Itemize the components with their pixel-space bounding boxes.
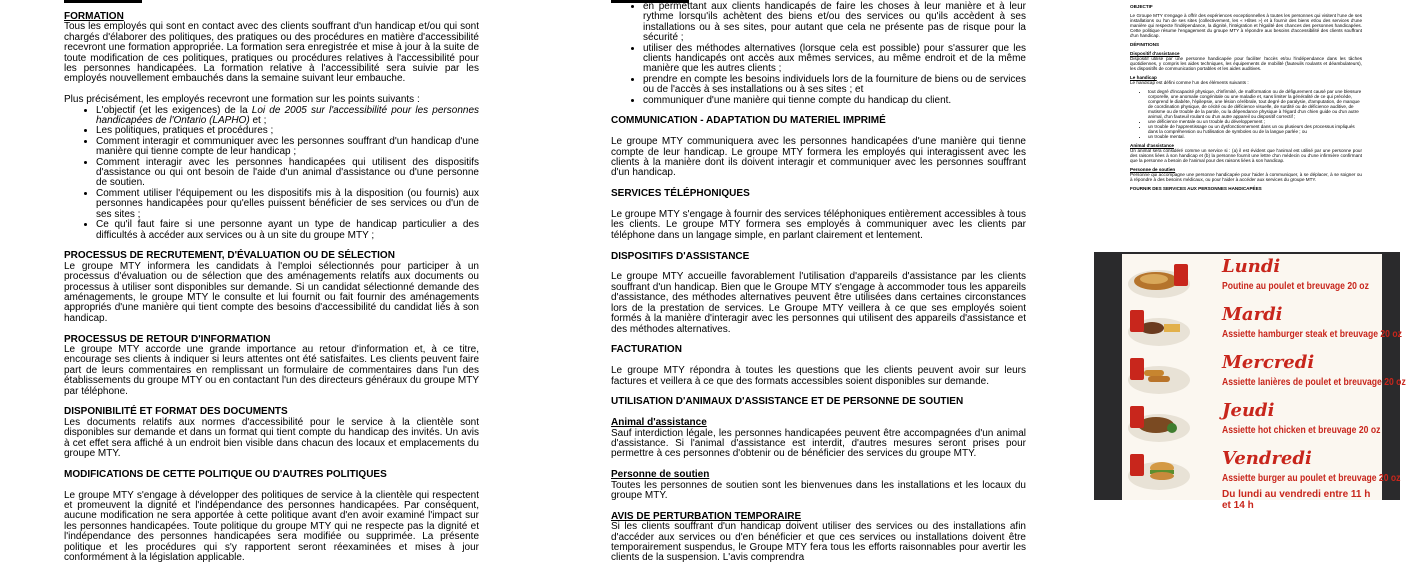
menu-day-monday: [1122, 254, 1382, 308]
training-points-list: [64, 106, 479, 241]
section-title-dispositifs: DISPOSITIFS D'ASSISTANCE: [611, 250, 750, 262]
thumb-title-definitions: DÉFINITIONS: [1130, 42, 1160, 47]
menu-day-thursday: [1122, 398, 1382, 452]
day-description: Assiette hot chicken et breuvage 20 oz: [1222, 424, 1381, 436]
day-name: Lundi: [1222, 256, 1281, 277]
menu-board: [1122, 254, 1406, 511]
list-item: • Comment interagir et communiquer avec les personnes souffrant d'un handicap d'une manière qui tienne compte de leur handicap ;: [96, 137, 479, 158]
chicken-burger-plate-icon: [1126, 452, 1192, 492]
list-item: • Ce qu'il faut faire si une personne ayant un type de handicap particulier a des difficultés à accéder aux services ou à un site du groupe MTY ;: [96, 220, 479, 241]
section-title-avis: AVIS DE PERTURBATION TEMPORAIRE: [611, 510, 802, 522]
section-title-recrutement: PROCESSUS DE RECRUTEMENT, D'ÉVALUATION OU DE SÉLECTION: [64, 250, 395, 262]
document-page-middle: [611, 0, 1026, 564]
day-name: Jeudi: [1222, 400, 1275, 421]
services-bullets: [611, 2, 1026, 106]
day-description: Poutine au poulet et breuvage 20 oz: [1222, 280, 1369, 292]
day-name: Mercredi: [1222, 352, 1315, 373]
thumb-handicap-paragraph: Le handicap est défini comme l'un des éléments suivants :: [1130, 80, 1249, 85]
thumb-title-objectif: OBJECTIF: [1130, 4, 1153, 9]
list-item: • prendre en compte les besoins individuels lors de la fourniture de biens ou de services ou de l'accès à ses installations ou à ses sites ; et: [643, 75, 1026, 96]
day-name: Vendredi: [1222, 448, 1312, 469]
list-item: • un trouble mental.: [1148, 134, 1362, 139]
thumb-animal-paragraph: Un animal sera considéré comme un service si : (a) il est évident que l'animal est utilisé par une personne pour des raisons liées à son handicap et (b) la personne fournit une lettre d'un médecin ou d'une infirmière confirmant que la personne a besoin de l'animal pour des raisons liées à son handicap.: [1130, 148, 1362, 163]
section-title-communication: COMMUNICATION - ADAPTATION DU MATERIEL IMPRIMÉ: [611, 115, 886, 127]
menu-hours: Du lundi au vendredi entre 11 h et 14 h: [1222, 489, 1371, 511]
day-description: Assiette burger au poulet et breuvage 20 oz: [1222, 472, 1401, 484]
list-item: • tout degré d'incapacité physique, d'infirmité, de malformation ou de défigurement causé par une blessure corporelle, une anomalie congénitale ou une maladie et, sans limiter la généralité de ce qui précède, comprend le diabète, l'épilepsie, une lésion cérébrale, tout degré de paralysie, d'amputation, de manque de coordination physique, de cécité ou de déficience visuelle, de surdité ou de déficience auditive, de mutisme ou de trouble de la parole, ou la dépendance physique à l'égard d'un chien guide ou d'un autre animal, d'un fauteuil roulant ou d'un autre appareil ou dispositif correctif ;: [1148, 89, 1362, 119]
retour-paragraph: Le groupe MTY accorde une grande importance au retour d'information et, à ce titre, encourage ses clients à indiquer si leurs attentes ont été satisfaites. Les clients peuvent faire part de leurs commentaires en remplissant un formulaire de commentaires dans l'un des établissements du groupe MTY ou en contactant l'un des directeurs généraux du groupe MTY par téléphone.: [64, 343, 479, 397]
menu-board-photo: [1094, 252, 1406, 511]
list-item: • utiliser des méthodes alternatives (lorsque cela est possible) pour s'assurer que les clients handicapés ont accès aux mêmes services, au même endroit et de la même manière que les autres clients ;: [643, 44, 1026, 75]
thumb-title-animal: Animal d'assistance: [1130, 143, 1174, 148]
section-title-retour: PROCESSUS DE RETOUR D'INFORMATION: [64, 333, 271, 345]
formation-paragraph: Tous les employés qui sont en contact avec des clients souffrant d'un handicap et/ou qui sont chargés d'élaborer des politiques, des pratiques ou des procédures en matière d'accessibilité recevront une formation appropriée. La formation sera enregistrée et mise à jour à la suite de toute modification de ces politiques, pratiques ou procédures relatives à l'accessibilité pour les personnes handicapées. La formation relative à l'accessibilité sera suivie par les employés nouvellement embauchés dans la semaine suivant leur embauche.: [64, 21, 479, 85]
menu-day-tuesday: [1122, 302, 1402, 356]
subsection-title-soutien: Personne de soutien: [611, 469, 710, 481]
list-item: • Comment interagir avec les personnes handicapées qui utilisent des dispositifs d'assistance ou qui ont besoin de l'aide d'un animal d'assistance ou d'une personne de soutien.: [96, 158, 479, 189]
thumb-dispositif-paragraph: Dispositif utilisé par une personne handicapée pour faciliter l'accès et/ou l'indépendance dans les tâches quotidiennes, y compris les aides techniques, les équipements de mobilité (fauteuils roulants et déambulateurs), les dispositifs de communication portables et les aides auditives.: [1130, 56, 1362, 71]
points-intro: Plus précisément, les employés recevront une formation sur les points suivants :: [64, 94, 420, 106]
avis-paragraph: Si les clients souffrant d'un handicap doivent utiliser des services ou des installations afin d'accéder aux services ou d'en bénéficier et que ces services ou installations doivent être temporairement suspendus, le Groupe MTY fera tous les efforts raisonnables pour avertir les clients de la suspension. L'avis comprendra: [611, 521, 1026, 564]
subsection-title-animal: Animal d'assistance: [611, 417, 707, 429]
thumb-title-fournir: FOURNIR DES SERVICES AUX PERSONNES HANDICAPÉES: [1130, 186, 1262, 191]
hot-chicken-plate-icon: [1126, 404, 1192, 444]
telephone-paragraph: Le groupe MTY s'engage à fournir des services téléphoniques entièrement accessibles à tous les clients. Le groupe MTY formera ses employés à communiquer avec les clients par téléphone dans un langage simple, en parlant clairement et lentement.: [611, 209, 1026, 241]
list-item: • Les politiques, pratiques et procédures ;: [96, 126, 479, 136]
section-title-telephone: SERVICES TÉLÉPHONIQUES: [611, 188, 750, 200]
list-item: • communiquer d'une manière qui tienne compte du handicap du client.: [643, 96, 1026, 106]
list-item: • L'objectif (et les exigences) de la Loi de 2005 sur l'accessibilité pour les personnes handicapées de l'Ontario (LAPHO) et ;: [96, 106, 479, 127]
disponibilite-paragraph: Les documents relatifs aux normes d'accessibilité pour le service à la clientèle sont disponibles sur demande et dans un format qui tient compte du handicap des invités. Un avis à cet effet sera affiché à un endroit bien visible dans chacun des locaux et emplacements du groupe MTY.: [64, 416, 479, 459]
day-description: Assiette hamburger steak et breuvage 20 oz: [1222, 328, 1402, 340]
thumb-title-soutien: Personne de soutien: [1130, 167, 1176, 172]
section-title-disponibilite: DISPONIBILITÉ ET FORMAT DES DOCUMENTS: [64, 406, 288, 418]
modifications-paragraph: Le groupe MTY s'engage à développer des politiques de service à la clientèle qui respectent et promeuvent la dignité et l'indépendance des personnes handicapées. Par conséquent, aucune modification ne sera apportée à cette politique avant d'en avoir examiné l'impact sur les personnes handicapées. Toute politique du groupe MTY qui ne respecte pas la dignité et l'indépendance des personnes handicapées sera modifiée ou supprimée. La présente politique et les procédures qui s'y rapportent seront réexaminées et mises à jour conformément à la législation applicable.: [64, 489, 479, 564]
document-thumbnail: [1095, 0, 1400, 250]
soutien-paragraph: Toutes les personnes de soutien sont les bienvenues dans les installations et les locaux du groupe MTY.: [611, 479, 1026, 501]
thumb-objectif-paragraph: Le Groupe MTY s'engage à offrir des expériences exceptionnelles à toutes les personnes qui visitent l'une de ses installations ou l'un de ses sites (collectivement, les « Hôtes ») et à fournir des biens et/ou des services d'une manière qui respecte l'indépendance, la dignité, l'intégration et l'égalité des chances des personnes handicapées. Cette politique résume l'engagement du groupe MTY à répondre aux besoins d'accessibilité des clients souffrant d'un handicap.: [1130, 13, 1362, 38]
day-description: Assiette lanières de poulet et breuvage 20 oz: [1222, 376, 1406, 388]
thumb-handicap-list: [1130, 89, 1362, 139]
list-item: • une déficience mentale ou un trouble du développement ;: [1148, 119, 1362, 124]
animal-paragraph: Sauf interdiction légale, les personnes handicapées peuvent être accompagnées d'un animal d'assistance. Si l'animal d'assistance est interdit, d'autres mesures seront prises pour permettre à ces personnes d'obtenir ou de bénéficier des services du groupe MTY.: [611, 427, 1026, 460]
dispositifs-paragraph: Le groupe MTY accueille favorablement l'utilisation d'appareils d'assistance par les clients souffrant d'un handicap. Bien que le Groupe MTY s'engage à accommoder tous les appareils d'assistance, des méthodes alternatives peuvent être utilisées dans certaines circonstances lors de la prestation de services. Le Groupe MTY veillera à ce que ses employés soient formés à la manière d'interagir avec les personnes qui utilisent des appareils d'assistance et des méthodes alternatives.: [611, 271, 1026, 335]
menu-day-wednesday: [1122, 350, 1406, 404]
section-title-formation: FORMATION: [64, 11, 124, 22]
recrutement-paragraph: Le groupe MTY informera les candidats à l'emploi sélectionnés pour participer à un processus d'évaluation ou de sélection que des aménagements relatifs aux documents ou processus à utiliser sont disponibles sur demande. Si un candidat sélectionné demande des aménagements, le groupe MTY le consulte et lui fournit ou fait fournir des aménagements appropriés d'une manière qui tient compte des besoins d'accessibilité du candidat liés à son handicap.: [64, 260, 479, 324]
list-item: • en permettant aux clients handicapés de faire les choses à leur manière et à leur rythme lorsqu'ils achètent des biens et/ou des services ou qu'ils accèdent à ses installations ou à ses sites, pour autant que cela ne présente pas de risque pour la sécurité ;: [643, 2, 1026, 44]
section-title-utilisation: UTILISATION D'ANIMAUX D'ASSISTANCE ET DE PERSONNE DE SOUTIEN: [611, 396, 964, 408]
document-page-left: [64, 0, 480, 564]
section-title-facturation: FACTURATION: [611, 344, 682, 356]
list-item: • Comment utiliser l'équipement ou les dispositifs mis à la disposition (ou fournis) aux personnes handicapées pour qu'elles puissent bénéficier de ses services ou d'un de ses sites ;: [96, 189, 479, 220]
chicken-strips-plate-icon: [1126, 356, 1192, 396]
communication-paragraph: Le groupe MTY communiquera avec les personnes handicapées d'une manière qui tienne compte de leur handicap. Le groupe MTY formera les employés qui interagissent avec les clients à la manière dont ils doivent interagir et communiquer avec les personnes souffrant d'un handicap.: [611, 136, 1026, 179]
facturation-paragraph: Le groupe MTY répondra à toutes les questions que les clients peuvent avoir sur leurs factures et veillera à ce que des formats accessibles soient disponibles sur demande.: [611, 365, 1026, 387]
poutine-plate-icon: [1126, 260, 1192, 300]
day-name: Mardi: [1222, 304, 1283, 325]
hamburger-steak-plate-icon: [1126, 308, 1192, 348]
thumb-title-handicap: Le handicap: [1130, 75, 1157, 80]
list-item: • un trouble de l'apprentissage ou un dysfonctionnement dans un ou plusieurs des processus impliqués dans la compréhension ou l'utilisation de symboles ou de la langue parlée ; ou: [1148, 124, 1362, 134]
thumb-soutien-paragraph: Personne qui accompagne une personne handicapée pour l'aider à communiquer, à se déplacer, à se soigner ou à répondre à des besoins médicaux, ou pour l'aider à accéder aux services du groupe MTY.: [1130, 172, 1362, 182]
thumb-title-dispositif: Dispositif d'assistance: [1130, 51, 1180, 56]
section-title-modifications: MODIFICATIONS DE CETTE POLITIQUE OU D'AUTRES POLITIQUES: [64, 468, 387, 480]
